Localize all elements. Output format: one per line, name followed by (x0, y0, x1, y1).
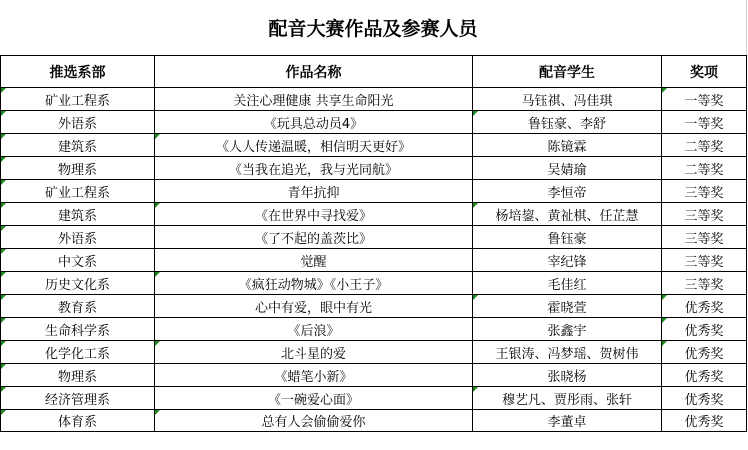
cell-work[interactable]: 青年抗抑 (155, 180, 473, 203)
cell-students[interactable]: 毛佳红 (473, 272, 662, 295)
cell-dept[interactable]: 建筑系 (1, 203, 155, 226)
cell-award[interactable]: 一等奖 (662, 88, 747, 111)
table-row (1, 272, 747, 295)
table-row (1, 111, 747, 134)
cell-award[interactable]: 优秀奖 (662, 318, 747, 341)
header-row (1, 56, 747, 88)
table-row (1, 203, 747, 226)
cell-dept[interactable]: 化学化工系 (1, 341, 155, 364)
cell-dept[interactable]: 教育系 (1, 295, 155, 318)
cell-students[interactable]: 马钰祺、冯佳琪 (473, 88, 662, 111)
cell-students[interactable]: 王银涛、冯梦瑶、贺树伟 (473, 341, 662, 364)
table-row (1, 341, 747, 364)
cell-dept[interactable]: 中文系 (1, 249, 155, 272)
cell-award[interactable]: 二等奖 (662, 157, 747, 180)
cell-students[interactable]: 宰纪锋 (473, 249, 662, 272)
table-row (1, 387, 747, 410)
cell-award[interactable]: 三等奖 (662, 272, 747, 295)
table-row (1, 226, 747, 249)
table-row (1, 157, 747, 180)
cell-dept[interactable]: 物理系 (1, 364, 155, 387)
cell-dept[interactable]: 经济管理系 (1, 387, 155, 410)
cell-work[interactable]: 《在世界中寻找爱》 (155, 203, 473, 226)
cell-students[interactable]: 鲁钰豪 (473, 226, 662, 249)
cell-award[interactable]: 优秀奖 (662, 295, 747, 318)
cell-work[interactable]: 《了不起的盖茨比》 (155, 226, 473, 249)
cell-work[interactable]: 《玩具总动员4》 (155, 111, 473, 134)
cell-work[interactable]: 心中有爱，眼中有光 (155, 295, 473, 318)
cell-dept[interactable]: 体育系 (1, 410, 155, 432)
cell-students[interactable]: 霍晓萱 (473, 295, 662, 318)
table-row (1, 134, 747, 157)
cell-award[interactable]: 二等奖 (662, 134, 747, 157)
awards-table (0, 55, 747, 432)
cell-students[interactable]: 穆艺凡、贾彤雨、张轩 (473, 387, 662, 410)
header-work[interactable]: 作品名称 (155, 56, 473, 88)
table-row (1, 180, 747, 203)
cell-award[interactable]: 优秀奖 (662, 410, 747, 432)
cell-dept[interactable]: 生命科学系 (1, 318, 155, 341)
cell-students[interactable]: 鲁钰豪、李舒 (473, 111, 662, 134)
cell-dept[interactable]: 建筑系 (1, 134, 155, 157)
cell-award[interactable]: 优秀奖 (662, 387, 747, 410)
cell-award[interactable]: 一等奖 (662, 111, 747, 134)
cell-award[interactable]: 三等奖 (662, 203, 747, 226)
cell-work[interactable]: 觉醒 (155, 249, 473, 272)
cell-work[interactable]: 《当我在追光，我与光同航》 (155, 157, 473, 180)
cell-students[interactable]: 吴婧瑜 (473, 157, 662, 180)
cell-award[interactable]: 优秀奖 (662, 364, 747, 387)
cell-students[interactable]: 张鑫宇 (473, 318, 662, 341)
cell-dept[interactable]: 矿业工程系 (1, 88, 155, 111)
table-row (1, 410, 747, 432)
cell-dept[interactable]: 外语系 (1, 111, 155, 134)
table-row (1, 318, 747, 341)
cell-dept[interactable]: 矿业工程系 (1, 180, 155, 203)
cell-work[interactable]: 总有人会偷偷爱你 (155, 410, 473, 432)
table-row (1, 88, 747, 111)
cell-dept[interactable]: 物理系 (1, 157, 155, 180)
cell-award[interactable]: 三等奖 (662, 249, 747, 272)
table-row (1, 364, 747, 387)
header-students[interactable]: 配音学生 (473, 56, 662, 88)
cell-award[interactable]: 三等奖 (662, 226, 747, 249)
cell-work[interactable]: 《一碗爱心面》 (155, 387, 473, 410)
cell-students[interactable]: 杨培鋆、黄祉棋、任芷慧 (473, 203, 662, 226)
cell-dept[interactable]: 外语系 (1, 226, 155, 249)
sheet-title: 配音大赛作品及参赛人员 (0, 0, 747, 55)
cell-dept[interactable]: 历史文化系 (1, 272, 155, 295)
table-row (1, 295, 747, 318)
cell-work[interactable]: 《蜡笔小新》 (155, 364, 473, 387)
cell-work[interactable]: 北斗星的爱 (155, 341, 473, 364)
cell-award[interactable]: 优秀奖 (662, 341, 747, 364)
cell-work[interactable]: 《后浪》 (155, 318, 473, 341)
cell-work[interactable]: 《疯狂动物城》《小王子》 (155, 272, 473, 295)
table-row (1, 249, 747, 272)
cell-work[interactable]: 关注心理健康 共享生命阳光 (155, 88, 473, 111)
header-dept[interactable]: 推选系部 (1, 56, 155, 88)
cell-students[interactable]: 李董卓 (473, 410, 662, 432)
header-award[interactable]: 奖项 (662, 56, 747, 88)
cell-award[interactable]: 三等奖 (662, 180, 747, 203)
cell-students[interactable]: 陈镜霖 (473, 134, 662, 157)
cell-students[interactable]: 李恒帝 (473, 180, 662, 203)
cell-work[interactable]: 《人人传递温暖，相信明天更好》 (155, 134, 473, 157)
cell-students[interactable]: 张晓杨 (473, 364, 662, 387)
